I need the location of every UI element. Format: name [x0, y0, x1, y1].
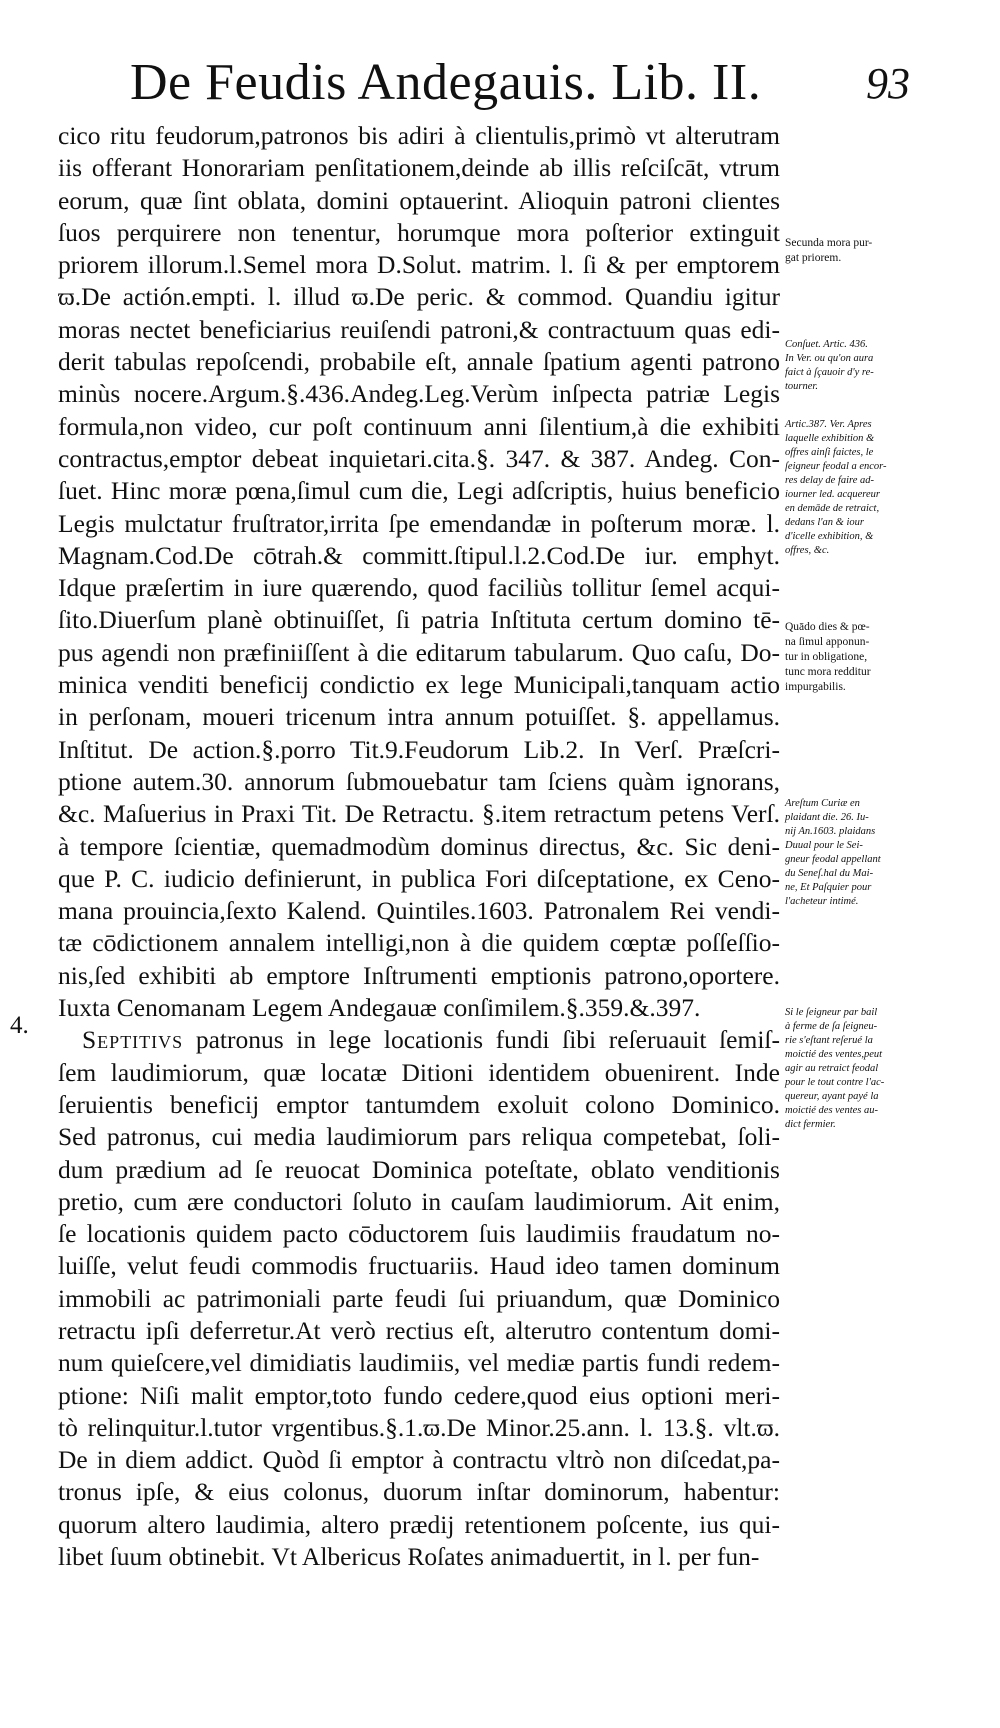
marginal-note-line: gat priorem.: [785, 252, 842, 264]
marginal-note-line: l'acheteur intimé.: [785, 896, 859, 907]
text-line: Iuxta Cenomanam Legem Andegauæ conſimilem.§.359.&.397.: [58, 993, 701, 1023]
marginal-note-artic-387: [785, 418, 903, 558]
text-line: ſeruientis beneficij emptor tantumdem exoluit colono Dominico.: [58, 1089, 780, 1119]
marginal-note-line: tur in obligatione,: [785, 651, 868, 663]
text-line: quorum altero laudimia, altero prædij retentionem poſcente, ius qui-: [58, 1509, 780, 1539]
text-line: que P. C. iudicio definierunt, in publica Fori diſceptatione, ex Ceno-: [58, 863, 780, 893]
marginal-note-line: iourner led. acquereur: [785, 489, 880, 500]
text-line: minica venditi beneficij condictio ex lege Municipali,tanquam actio: [58, 670, 780, 700]
running-title: De Feudis Andegauis. Lib. II.: [130, 54, 762, 111]
text-line: &c. Maſuerius in Praxi Tit. De Retractu. §.item retractum petens Verſ.: [58, 799, 780, 829]
text-line: num quieſcere,vel dimidiatis laudimiis, vel mediæ partis fundi redem-: [58, 1348, 780, 1378]
text-line: Septitivs patronus in lege locationis fundi ſibi reſeruauit ſemiſ-: [82, 1025, 780, 1055]
page-number: 93: [866, 59, 910, 108]
text-line: iis offerant Honorariam penſitationem,deinde ab illis reſciſcāt, vtrum: [58, 153, 780, 183]
text-line: eorum, quæ ſint oblata, domini optauerint. Alioquin patroni clientes: [58, 185, 780, 215]
marginal-note-line: d'icelle exhibition, &: [785, 531, 874, 542]
text-line: ſem laudimiorum, quæ locatæ Ditioni identidem obuenirent. Inde: [58, 1057, 780, 1087]
marginal-note-line: ne, Et Paſquier pour: [785, 882, 872, 893]
text-line: ſito.Diuerſum planè obtinuiſſet, ſi patria Inſtituta certum domino tē-: [58, 605, 780, 635]
text-line: pretio, cum ære conductori ſoluto in cauſam laudimiorum. Ait enim,: [58, 1186, 780, 1216]
text-line: priorem illorum.l.Semel mora D.Solut. matrim. l. ſi & per emptorem: [58, 250, 780, 280]
text-line: ſuet. Hinc moræ pœna,ſimul cum die, Legi adſcriptis, huius beneficio: [58, 476, 780, 506]
text-line: tò relinquitur.l.tutor vrgentibus.§.1.ϖ.De Minor.25.ann. l. 13.§. vlt.ϖ.: [58, 1412, 780, 1442]
text-line: moras nectet beneficiarius reuiſendi patroni,& contractuum quas edi-: [58, 314, 780, 344]
marginal-note-line: tourner.: [785, 381, 818, 392]
main-text-block: [58, 120, 780, 1573]
text-line: luiſſe, velut feudi commodis fructuariis. Haud ideo tamen dominum: [58, 1251, 780, 1281]
marginal-note-line: moictié des ventes,peut: [785, 1049, 883, 1060]
marginal-note-line: Si le ſeigneur par bail: [785, 1007, 878, 1018]
marginal-note-line: impurgabilis.: [785, 681, 846, 693]
marginal-note-secunda-mora: [785, 236, 903, 266]
marginal-note-line: rie s'eſtant reſerué la: [785, 1035, 873, 1046]
text-line: formula,non video, cur poſt continuum anni ſilentium,à die exhibiti: [58, 411, 780, 441]
text-line: Legis mulctatur fruſtrator,irrita ſpe emendandæ in poſterum moræ. l.: [58, 508, 780, 538]
text-line: libet ſuum obtinebit. Vt Albericus Roſates animaduertit, in l. per fun-: [58, 1542, 760, 1572]
text-line: ſe locationis quidem pacto cōductorem ſuis laudimiis fraudatum no-: [58, 1219, 780, 1249]
text-line: ptione: Niſi malit emptor,toto fundo cedere,quod eius optioni meri-: [58, 1380, 780, 1410]
text-line: Magnam.Cod.De cōtrah.& committ.ſtipul.l.2.Cod.De iur. emphyt.: [58, 540, 780, 570]
text-line: tronus ipſe, & eius colonus, duorum inſtar dominorum, habentur:: [58, 1477, 780, 1507]
text-line: ſuos perquirere non tenentur, horumque mora poſterior extinguit: [58, 217, 780, 247]
text-line: ϖ.De actión.empti. l. illud ϖ.De peric. & commod. Quandiu igitur: [58, 282, 780, 312]
marginal-note-line: Duual pour le Sei-: [785, 840, 863, 851]
text-line: derit tabulas repoſcendi, probabile eſt, annale ſpatium agenti patrono: [58, 347, 780, 377]
text-line: pus agendi non præfiniiſſent à die editarum tabularum. Quo caſu, Do-: [58, 637, 780, 667]
text-line: dum prædium ad ſe reuocat Dominica poteſtate, oblato venditionis: [58, 1154, 780, 1184]
marginal-note-si-le-seigneur: [785, 1006, 903, 1132]
marginal-note-line: tunc mora redditur: [785, 666, 871, 678]
marginal-note-line: en demāde de retraict,: [785, 503, 880, 514]
marginal-note-line: In Ver. ou qu'on aura: [785, 353, 874, 364]
text-line: cico ritu feudorum,patronos bis adiri à clientulis,primò vt alterutram: [58, 121, 780, 150]
marginal-note-line: dedans l'an & iour: [785, 517, 864, 528]
marginal-note-line: Artic.387. Ver. Apres: [785, 419, 872, 430]
marginal-note-line: nij An.1603. plaidans: [785, 826, 876, 837]
marginal-note-line: res delay de faire ad-: [785, 475, 875, 486]
marginal-note-line: Conſuet. Artic. 436.: [785, 339, 868, 350]
text-line: nis,ſed exhibiti ab emptore Inſtrumenti emptionis patrono,oportere.: [58, 960, 780, 990]
marginal-note-line: plaidant die. 26. Iu-: [785, 812, 869, 823]
text-line: mana prouincia,ſexto Kalend. Quintiles.1603. Patronalem Rei vendi-: [58, 896, 780, 926]
running-head: [130, 52, 910, 122]
marginal-note-line: offres ainſi faictes, le: [785, 447, 874, 458]
marginal-note-line: faict à ſçauoir d'y re-: [785, 367, 874, 378]
paragraph-number: 4.: [10, 1012, 29, 1039]
initial-word: Septitivs: [82, 1025, 184, 1055]
marginal-note-line: na ſimul apponun-: [785, 636, 870, 648]
marginal-note-consuet-436: [785, 338, 903, 394]
marginal-note-line: gneur feodal appellant: [785, 854, 881, 865]
text-line: Inſtitut. De action.§.porro Tit.9.Feudorum Lib.2. In Verſ. Præſcri-: [58, 734, 780, 764]
marginal-note-line: pour le tout contre l'ac-: [785, 1077, 885, 1088]
text-line: retractu ipſi deferretur.At verò rectius eſt, alterutro contentum domi-: [58, 1315, 780, 1345]
marginal-note-line: quereur, ayant payé la: [785, 1091, 879, 1102]
marginal-note-line: à ferme de ſa ſeigneu-: [785, 1021, 878, 1032]
marginal-note-line: ſeigneur feodal a encor-: [785, 461, 887, 472]
text-line: immobili ac patrimoniali parte feudi ſui priuandum, quæ Dominico: [58, 1283, 780, 1313]
text-line: tæ cōdictionem annalem intelligi,non à die quidem cœptæ poſſeſſio-: [58, 928, 780, 958]
marginal-note-line: agir au retraict feodal: [785, 1063, 879, 1074]
marginal-note-line: laquelle exhibition &: [785, 433, 875, 444]
marginal-note-line: du Seneſ.hal du Mai-: [785, 868, 874, 879]
text-line: Sed patronus, cui media laudimiorum pars reliqua competebat, ſoli-: [58, 1122, 780, 1152]
marginal-note-line: moictié des ventes au-: [785, 1105, 879, 1116]
text-line: minùs nocere.Argum.§.436.Andeg.Leg.Verùm inſpecta patriæ Legis: [58, 379, 780, 409]
text-line: Idque præſertim in iure quærendo, quod faciliùs tollitur ſemel acqui-: [58, 573, 780, 603]
marginal-note-quado-dies: [785, 620, 903, 695]
marginal-note-line: Quādo dies & pœ-: [785, 621, 870, 633]
marginal-note-arestum-curiae: [785, 797, 903, 909]
text-line: contractus,emptor debeat inquietari.cita.§. 347. & 387. Andeg. Con-: [58, 443, 780, 473]
text-line: à tempore ſcientiæ, quemadmodùm dominus directus, &c. Sic deni-: [58, 831, 780, 861]
text-line: De in diem addict. Quòd ſi emptor à contractu vltrò non diſcedat,pa-: [58, 1445, 780, 1475]
marginal-note-line: Secunda mora pur-: [785, 237, 873, 249]
text-line: in perſonam, moueri tricenum intra annum potuiſſet. §. appellamus.: [58, 702, 780, 732]
marginal-note-line: dict fermier.: [785, 1119, 836, 1130]
marginal-note-line: Areſtum Curiæ en: [785, 798, 860, 809]
text-line: ptione autem.30. annorum ſubmouebatur tam ſciens quàm ignorans,: [58, 766, 780, 796]
marginal-note-line: offres, &c.: [785, 545, 830, 556]
